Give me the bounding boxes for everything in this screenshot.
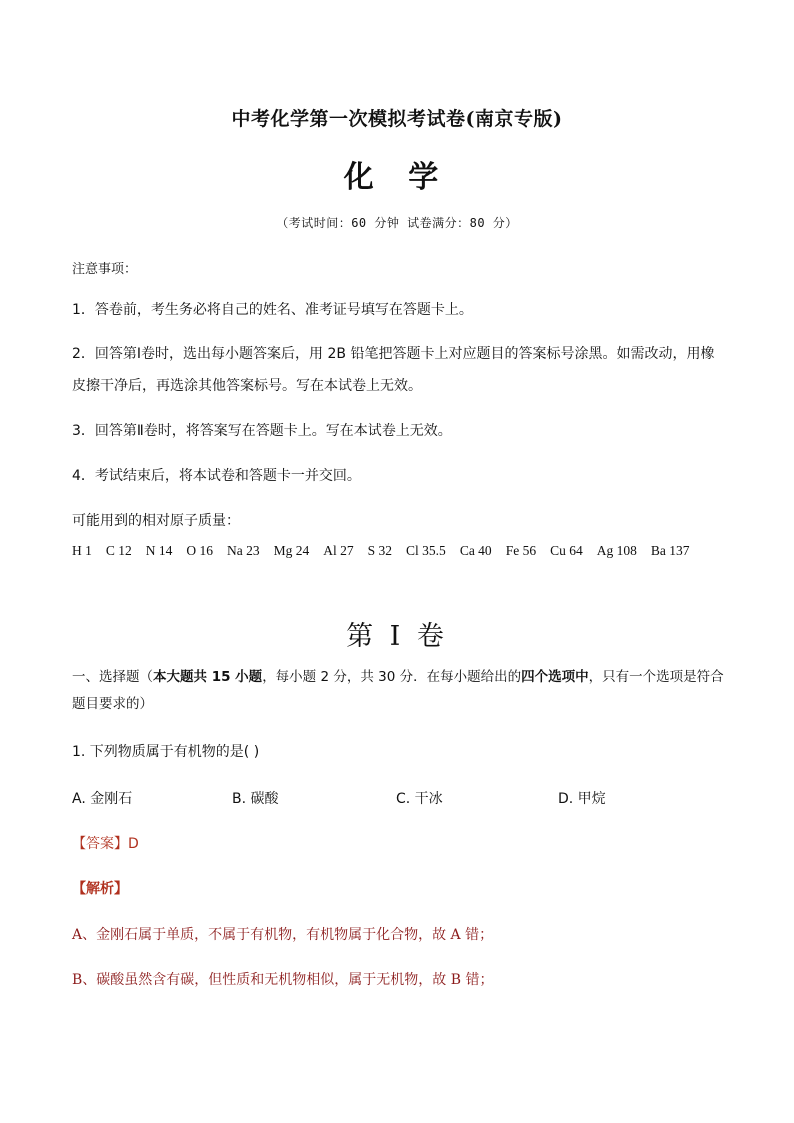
section-heading-prefix: 一、选择题（	[72, 669, 153, 685]
exam-title: 中考化学第一次模拟考试卷(南京专版)	[231, 108, 563, 130]
notice-item-2: 2．回答第Ⅰ卷时，选出每小题答案后，用 2B 铅笔把答题卡上对应题目的答案标号涂黑。如需改动，用橡皮擦干净后，再选涂其他答案标号。写在本试卷上无效。	[72, 346, 715, 394]
atomic-mass-entry: Cl 35.5	[406, 543, 446, 558]
question-stem: 1. 下列物质属于有机物的是( )	[72, 744, 260, 760]
section-heading-bold: 本大题共 15 小题	[153, 669, 263, 685]
option-c: C. 干冰	[396, 791, 443, 807]
atomic-mass-entry: S 32	[367, 543, 393, 558]
answer-options	[72, 788, 732, 810]
atomic-mass-entry: Na 23	[227, 543, 260, 558]
atomic-mass-entry: Ag 108	[596, 543, 637, 558]
volume-title: 第 I 卷	[346, 621, 448, 652]
atomic-mass-entry: C 12	[105, 543, 132, 558]
option-b: B. 碳酸	[232, 791, 279, 807]
section-heading-suffix: ，只有一个选项是符合题目要求的）	[72, 669, 724, 712]
subject-title: 化 学	[343, 160, 451, 195]
analysis-heading: 【解析】	[72, 881, 128, 897]
option-a: A. 金刚石	[72, 791, 133, 807]
atomic-mass-list	[72, 543, 732, 559]
atomic-mass-entry: Cu 64	[550, 543, 583, 558]
atomic-mass-entry: Ca 40	[459, 543, 492, 558]
atomic-mass-heading: 可能用到的相对原子质量：	[72, 513, 240, 529]
option-d: D. 甲烷	[558, 791, 606, 807]
answer-label: 【答案】D	[72, 836, 139, 852]
atomic-mass-entry: H 1	[72, 543, 92, 558]
atomic-mass-entry: Ba 137	[650, 543, 690, 558]
exam-info: （考试时间：60 分钟 试卷满分：80 分）	[276, 216, 518, 230]
notice-item-3: 3．回答第Ⅱ卷时，将答案写在答题卡上。写在本试卷上无效。	[72, 423, 452, 439]
notice-item-1: 1．答卷前，考生务必将自己的姓名、准考证号填写在答题卡上。	[72, 302, 473, 318]
notice-heading: 注意事项：	[72, 262, 138, 277]
atomic-mass-entry: Fe 56	[505, 543, 537, 558]
section-heading-bold-2: 四个选项中	[521, 669, 589, 685]
atomic-mass-entry: N 14	[145, 543, 173, 558]
section-heading-middle: ，每小题 2 分，共 30 分．在每小题给出的	[262, 669, 522, 685]
section-heading	[72, 664, 726, 718]
atomic-mass-entry: Mg 24	[273, 543, 310, 558]
atomic-mass-entry: O 16	[186, 543, 214, 558]
notice-item-4: 4．考试结束后，将本试卷和答题卡一并交回。	[72, 468, 361, 484]
explanation-line-b: B、碳酸虽然含有碳，但性质和无机物相似，属于无机物，故 B 错；	[72, 972, 494, 988]
atomic-mass-entry: Al 27	[323, 543, 354, 558]
explanation-line-a: A、金刚石属于单质，不属于有机物，有机物属于化合物，故 A 错；	[72, 927, 494, 943]
